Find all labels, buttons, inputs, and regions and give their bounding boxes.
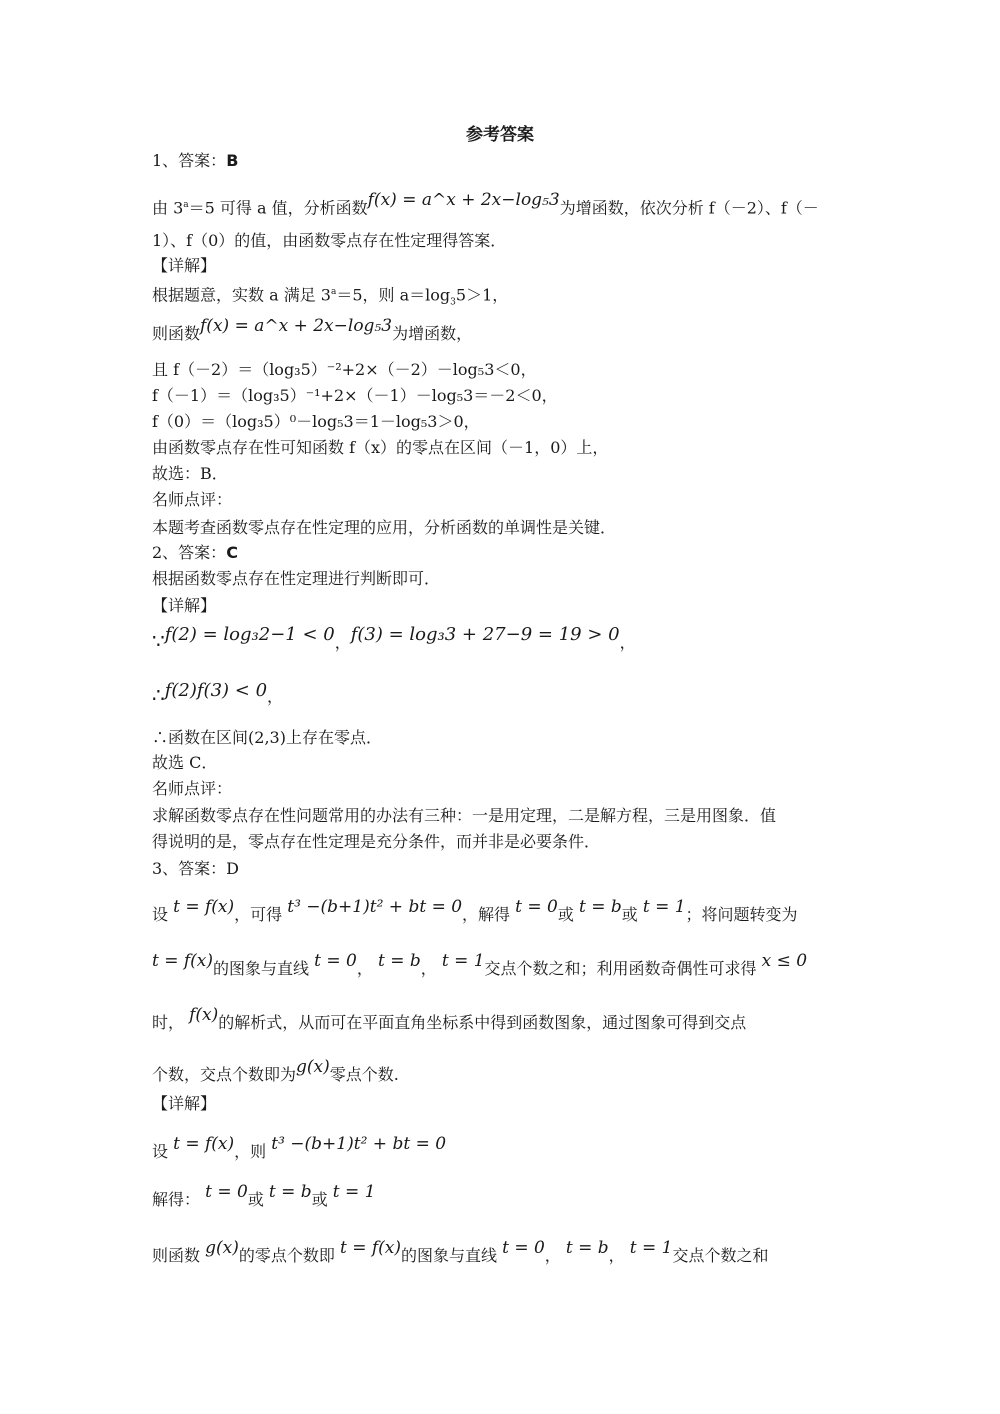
q2-detail-line-2 bbox=[152, 680, 852, 708]
q1-choice: 故选：B． bbox=[152, 464, 228, 483]
q1-analysis-line-1 bbox=[152, 190, 852, 219]
q2-formula: (2,3) bbox=[248, 728, 286, 747]
q2-formula: f(2)f(3) < 0 bbox=[164, 680, 268, 701]
q3-text: ， bbox=[544, 1246, 561, 1265]
q3-analysis-line-3 bbox=[152, 1005, 852, 1034]
q3-heading: 3、答案：D bbox=[152, 859, 240, 878]
q3-text: 或 bbox=[621, 905, 638, 924]
q1-text: 根据题意，实数 a 满足 3 bbox=[152, 285, 331, 305]
q3-formula: t = 0 bbox=[502, 1238, 545, 1258]
q3-formula: t = 1 bbox=[642, 897, 686, 917]
q3-text: 时， bbox=[152, 1013, 185, 1032]
q2-comment-label: 名师点评： bbox=[152, 779, 233, 798]
q3-formula: t = b bbox=[578, 897, 622, 917]
q1-text: 为增函数，依次分析 f（－2）、f（－ bbox=[559, 198, 819, 218]
q3-formula: t = 0 bbox=[314, 951, 357, 971]
q1-sup: a bbox=[330, 287, 337, 297]
q3-text: 个数，交点个数即为 bbox=[152, 1065, 297, 1084]
q2-heading bbox=[152, 542, 852, 564]
q3-text: 或 bbox=[247, 1190, 264, 1209]
q3-text: 则函数 bbox=[152, 1246, 201, 1265]
q3-detail-label: 【详解】 bbox=[152, 1094, 217, 1113]
q1-heading bbox=[152, 150, 852, 172]
q3-formula: f(x) bbox=[189, 1005, 219, 1025]
q1-heading-label: 1、答案： bbox=[152, 151, 227, 170]
q2-detail-line-1 bbox=[152, 624, 852, 654]
q3-text: 交点个数之和 bbox=[672, 1246, 769, 1265]
q3-text: 的图象与直线 bbox=[213, 959, 310, 978]
q2-text: ， bbox=[267, 687, 284, 706]
q1-answer: B bbox=[226, 151, 239, 170]
because-symbol: ∵ bbox=[152, 629, 165, 653]
q2-formula: f(2) = log₃2−1 < 0 bbox=[164, 624, 335, 645]
q3-formula: t = b bbox=[377, 951, 421, 971]
q3-detail-line-1 bbox=[152, 1134, 852, 1163]
q1-detail-line-6: 由函数零点存在性可知函数 f（x）的零点在区间（－1，0）上， bbox=[152, 438, 609, 457]
q3-detail-line-3 bbox=[152, 1238, 852, 1267]
q1-comment-label: 名师点评： bbox=[152, 490, 233, 509]
q3-formula: t = 1 bbox=[629, 1238, 673, 1258]
q3-text: ，解得 bbox=[462, 905, 511, 924]
q1-text: 5＞1， bbox=[455, 285, 509, 305]
q3-formula: t = 0 bbox=[205, 1182, 248, 1202]
q2-formula: f(3) = log₃3 + 27−9 = 19 > 0 bbox=[350, 624, 620, 645]
q3-formula: t = f(x) bbox=[173, 1134, 235, 1154]
q3-text: 零点个数. bbox=[329, 1065, 399, 1084]
q3-text: ， bbox=[356, 959, 373, 978]
q3-formula: t = f(x) bbox=[173, 897, 235, 917]
q3-formula: t = 1 bbox=[332, 1182, 376, 1202]
q3-text: 或 bbox=[311, 1190, 328, 1209]
q2-comment-line-1: 求解函数零点存在性问题常用的办法有三种：一是用定理，二是解方程，三是用图象．值 bbox=[152, 806, 777, 825]
q2-text: ， bbox=[334, 633, 351, 652]
q1-text: ＝5，则 a＝log bbox=[336, 285, 451, 305]
q2-text: ∴函数在区间 bbox=[152, 728, 249, 747]
q3-text: ， bbox=[420, 959, 437, 978]
q1-text: 则函数 bbox=[152, 324, 201, 343]
q3-formula: t = 0 bbox=[515, 897, 558, 917]
q3-formula: t³ −(b+1)t² + bt = 0 bbox=[287, 897, 463, 917]
q1-text: 为增函数， bbox=[392, 324, 473, 343]
q3-formula: g(x) bbox=[205, 1238, 239, 1258]
q1-detail-line-5: f（0）＝（log₃5）⁰－log₅3＝1－log₅3＞0， bbox=[152, 412, 480, 431]
q3-text: 或 bbox=[557, 905, 574, 924]
q2-choice: 故选 C． bbox=[152, 753, 218, 772]
q3-analysis-line-4 bbox=[152, 1057, 852, 1086]
q3-text: 解得： bbox=[152, 1190, 201, 1209]
q2-comment-line-2: 得说明的是，零点存在性定理是充分条件，而并非是必要条件． bbox=[152, 832, 601, 851]
q3-formula: t = 1 bbox=[441, 951, 485, 971]
q3-text: 的零点个数即 bbox=[238, 1246, 335, 1265]
q1-analysis-line-2: 1）、f（0）的值，由函数零点存在性定理得答案． bbox=[152, 231, 507, 250]
q3-formula: t³ −(b+1)t² + bt = 0 bbox=[271, 1134, 447, 1154]
q3-formula: t = f(x) bbox=[152, 951, 214, 971]
q3-text: 交点个数之和；利用函数奇偶性可求得 bbox=[484, 959, 757, 978]
q1-text: ＝5 可得 a 值，分析函数 bbox=[188, 198, 368, 218]
q3-formula: t = f(x) bbox=[339, 1238, 401, 1258]
q1-detail-line-1 bbox=[152, 281, 852, 314]
q1-detail-line-3: 且 f（－2）＝（log₃5）⁻²+2×（－2）－log₅3＜0， bbox=[152, 360, 537, 379]
q1-text: 由 3 bbox=[152, 198, 184, 218]
q2-analysis: 根据函数零点存在性定理进行判断即可． bbox=[152, 569, 441, 588]
therefore-symbol: ∴ bbox=[152, 683, 165, 707]
q3-text: 设 bbox=[152, 1142, 169, 1161]
q2-text: ， bbox=[619, 633, 636, 652]
q3-text: ， bbox=[608, 1246, 625, 1265]
q2-heading-label: 2、答案： bbox=[152, 543, 227, 562]
q1-formula: f(x) = a^x + 2x−log₅3 bbox=[367, 190, 560, 211]
q3-analysis-line-2 bbox=[152, 951, 852, 980]
q1-formula: f(x) = a^x + 2x−log₅3 bbox=[200, 316, 393, 336]
q3-formula: t = b bbox=[565, 1238, 609, 1258]
q3-formula: x ≤ 0 bbox=[761, 951, 808, 971]
q3-text: ；将问题转变为 bbox=[685, 905, 798, 924]
q1-detail-line-4: f（－1）＝（log₃5）⁻¹+2×（－1）－log₅3＝－2＜0， bbox=[152, 386, 558, 405]
q2-text: 上存在零点． bbox=[285, 728, 382, 747]
q3-text: ，则 bbox=[234, 1142, 267, 1161]
q3-text: 的图象与直线 bbox=[400, 1246, 497, 1265]
q3-detail-line-2 bbox=[152, 1182, 852, 1211]
page-title: 参考答案 bbox=[466, 125, 534, 145]
q2-answer: C bbox=[226, 543, 238, 562]
q1-sub: 3 bbox=[450, 297, 456, 308]
q3-text: ，可得 bbox=[234, 905, 283, 924]
q1-comment: 本题考查函数零点存在性定理的应用，分析函数的单调性是关键． bbox=[152, 518, 617, 537]
q1-detail-label: 【详解】 bbox=[152, 256, 217, 275]
q3-formula: g(x) bbox=[296, 1057, 330, 1077]
q3-formula: t = b bbox=[268, 1182, 312, 1202]
q1-sup: a bbox=[183, 200, 189, 210]
q3-text: 的解析式，从而可在平面直角坐标系中得到函数图象，通过图象可得到交点 bbox=[218, 1013, 747, 1032]
q1-detail-line-2 bbox=[152, 316, 852, 345]
q2-detail-line-3 bbox=[152, 727, 852, 749]
q2-detail-label: 【详解】 bbox=[152, 596, 217, 615]
q3-text: 设 bbox=[152, 905, 169, 924]
q3-analysis-line-1 bbox=[152, 897, 852, 926]
